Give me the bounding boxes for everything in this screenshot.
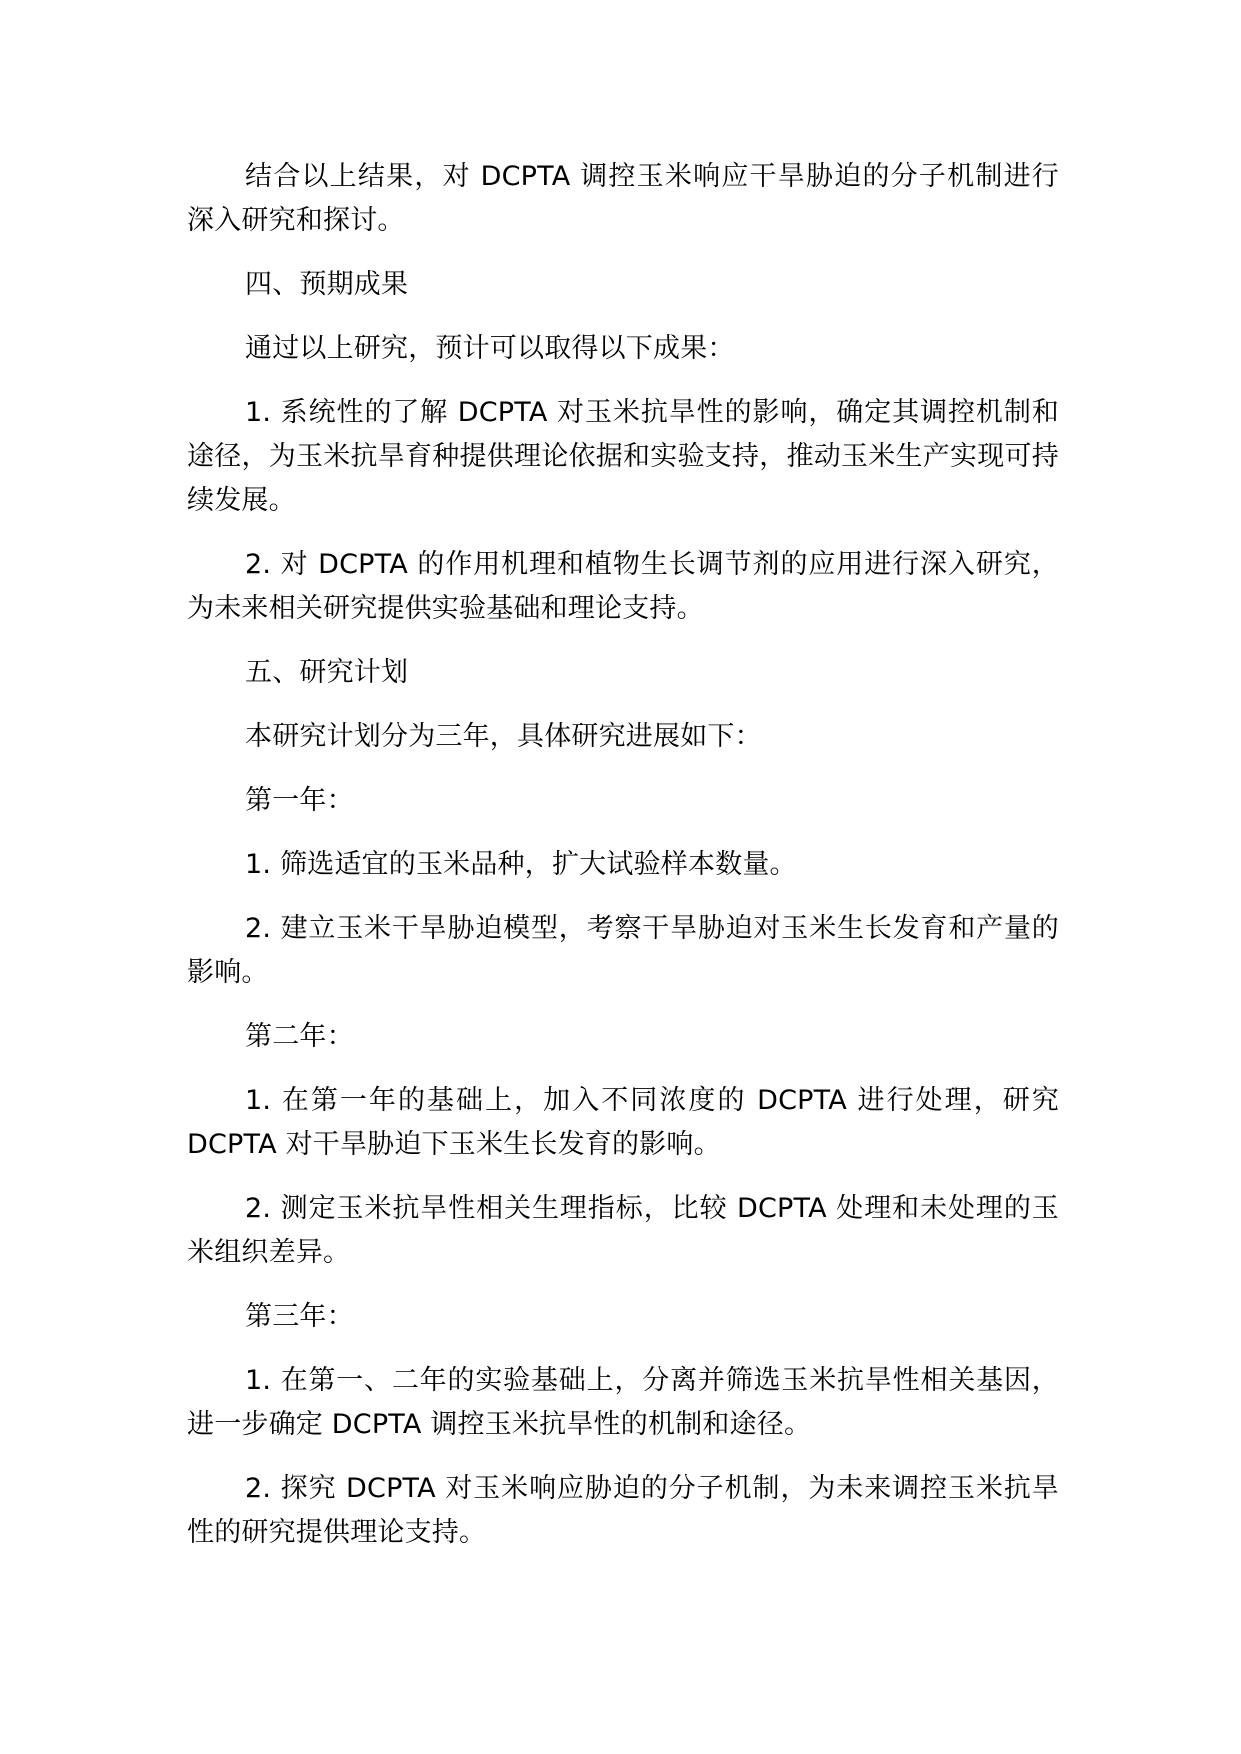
document-page xyxy=(187,155,1059,1575)
paragraph-result-2: 2. 对 DCPTA 的作用机理和植物生长调节剂的应用进行深入研究，为未来相关研究提供实验基础和理论支持。 xyxy=(187,549,1059,624)
paragraph-year3-item2: 2. 探究 DCPTA 对玉米响应胁迫的分子机制，为未来调控玉米抗旱性的研究提供理论支持。 xyxy=(187,1473,1059,1548)
paragraph-year1-item2: 2. 建立玉米干旱胁迫模型，考察干旱胁迫对玉米生长发育和产量的影响。 xyxy=(187,913,1059,988)
year-one-heading: 第一年： xyxy=(245,785,354,816)
paragraph-year2-item1: 1. 在第一年的基础上，加入不同浓度的 DCPTA 进行处理，研究 DCPTA 对干旱胁迫下玉米生长发育的影响。 xyxy=(187,1085,1059,1160)
paragraph-summary: 结合以上结果，对 DCPTA 调控玉米响应干旱胁迫的分子机制进行深入研究和探讨。 xyxy=(187,161,1059,236)
paragraph-year2-item2: 2. 测定玉米抗旱性相关生理指标，比较 DCPTA 处理和未处理的玉米组织差异。 xyxy=(187,1193,1059,1268)
paragraph-year3-item1: 1. 在第一、二年的实验基础上，分离并筛选玉米抗旱性相关基因，进一步确定 DCPTA 调控玉米抗旱性的机制和途径。 xyxy=(187,1365,1059,1440)
paragraph-plan-intro: 本研究计划分为三年，具体研究进展如下： xyxy=(245,721,762,752)
paragraph-year1-item1: 1. 筛选适宜的玉米品种，扩大试验样本数量。 xyxy=(245,849,797,880)
year-two-heading: 第二年： xyxy=(245,1021,354,1052)
year-three-heading: 第三年： xyxy=(245,1301,354,1332)
paragraph-result-1: 1. 系统性的了解 DCPTA 对玉米抗旱性的影响，确定其调控机制和途径，为玉米抗旱育种提供理论依据和实验支持，推动玉米生产实现可持续发展。 xyxy=(187,397,1059,516)
paragraph-results-intro: 通过以上研究，预计可以取得以下成果： xyxy=(245,333,735,364)
section-heading-research-plan: 五、研究计划 xyxy=(245,657,409,688)
section-heading-expected-results: 四、预期成果 xyxy=(245,269,409,300)
